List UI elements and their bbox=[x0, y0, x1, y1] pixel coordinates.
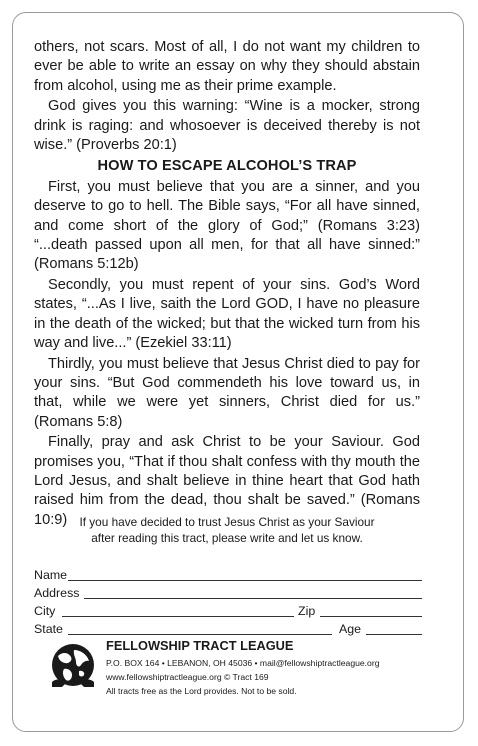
response-note-line-1: If you have decided to trust Jesus Christ as your Saviour bbox=[79, 515, 375, 529]
state-label: State bbox=[34, 622, 63, 636]
address-field[interactable] bbox=[84, 598, 422, 599]
zip-label: Zip bbox=[298, 604, 316, 618]
paragraph-third: Thirdly, you must believe that Jesus Christ died to pay for your sins. “But God commendeth his love toward us, in that, while we were yet sinners, Christ died for us.” (Romans 5:8) bbox=[34, 355, 420, 430]
address-row bbox=[34, 582, 424, 600]
age-field[interactable] bbox=[366, 634, 422, 635]
name-label: Name bbox=[34, 568, 68, 582]
publisher-address: P.O. BOX 164 • LEBANON, OH 45036 • mail@fellowshiptractleague.org bbox=[106, 658, 380, 668]
state-age-row bbox=[34, 618, 424, 636]
response-note-line-2: after reading this tract, please write and let us know. bbox=[91, 531, 363, 545]
paragraph-warning: God gives you this warning: “Wine is a mocker, strong drink is raging: and whosoever is deceived thereby is not wise.” (Proverbs 20:1) bbox=[34, 98, 420, 154]
tract-body bbox=[34, 38, 420, 531]
globe-hands-icon bbox=[50, 642, 96, 688]
age-label: Age bbox=[339, 622, 362, 636]
paragraph-second: Secondly, you must repent of your sins. God’s Word states, “...As I live, saith the Lord GOD, I have no pleasure in the death of the wicked; but that the wicked turn from his way and live...” (Ezekiel 33:11) bbox=[34, 276, 420, 352]
publisher-name: FELLOWSHIP TRACT LEAGUE bbox=[106, 638, 294, 653]
zip-field[interactable] bbox=[320, 616, 422, 617]
paragraph-intro: others, not scars. Most of all, I do not want my children to ever be able to write an essay on why they should abstain from alcohol, using me as their prime example. bbox=[34, 39, 420, 94]
city-field[interactable] bbox=[62, 616, 294, 617]
publisher-free-note: All tracts free as the Lord provides. Not to be sold. bbox=[106, 686, 297, 696]
name-row bbox=[34, 564, 424, 582]
name-field[interactable] bbox=[68, 580, 422, 581]
section-heading: HOW TO ESCAPE ALCOHOL’S TRAP bbox=[97, 158, 357, 175]
address-label: Address bbox=[34, 586, 80, 600]
city-zip-row bbox=[34, 600, 424, 618]
publisher-block bbox=[50, 636, 430, 716]
response-note bbox=[34, 514, 420, 546]
city-label: City bbox=[34, 604, 56, 618]
paragraph-first: First, you must believe that you are a sinner, and you deserve to go to hell. The Bible says, “For all have sinned, and come short of the glory of God;” (Romans 3:23) “...death passed upon all men, for that all have sinned:” (Romans 5:12b) bbox=[34, 178, 420, 273]
state-field[interactable] bbox=[68, 634, 332, 635]
paragraph-finally: Finally, pray and ask Christ to be your Saviour. God promises you, “That if thou shalt confess with thy mouth the Lord Jesus, and shalt believe in thine heart that God hath raised him from the dead, thou shalt be saved.” (Romans 10:9) bbox=[34, 434, 420, 528]
publisher-website: www.fellowshiptractleague.org © Tract 169 bbox=[106, 672, 269, 682]
